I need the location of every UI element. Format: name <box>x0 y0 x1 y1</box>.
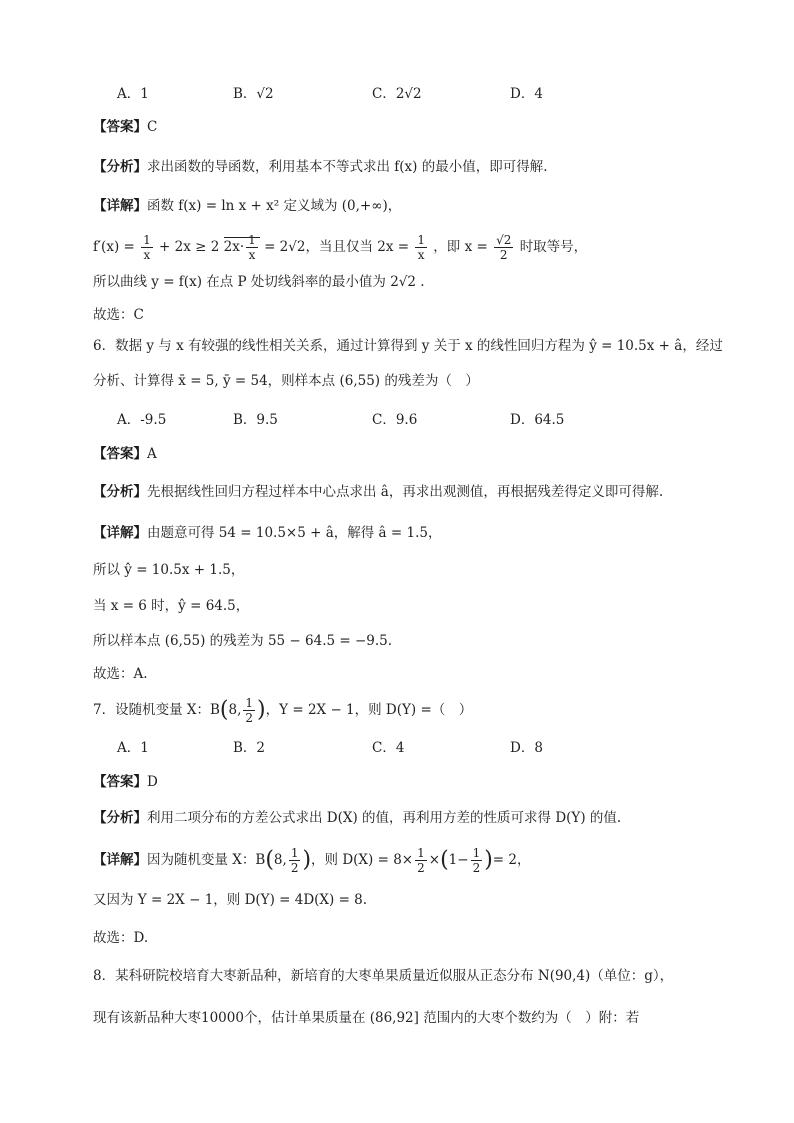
frac-num: 1 <box>143 233 151 247</box>
q5-equal-sign-text: 时取等号， <box>519 239 588 255</box>
q8-stem-1: 8．某科研院校培育大枣新品种，新培育的大枣单果质量近似服从正态分布 N(90,4)（单位：g）， <box>93 968 674 984</box>
fraction-one-half-3 <box>471 846 483 875</box>
fraction-1-over-x <box>141 233 153 262</box>
q5-option-c: C．2√2 <box>372 86 422 102</box>
frac-den: x <box>143 248 151 262</box>
frac-num: 1 <box>417 233 425 247</box>
frac-num: 1 <box>417 846 425 860</box>
analysis-tag: 【分析】 <box>93 484 147 500</box>
q6-answer: A <box>147 446 157 462</box>
q7-stem-start: 7．设随机变量 X：B <box>93 702 220 718</box>
q5-answer: C <box>147 119 158 135</box>
frac-den: 2 <box>472 861 481 875</box>
answer-tag: 【答案】 <box>93 119 147 135</box>
q6-option-d: D．64.5 <box>510 412 565 428</box>
sqrt-inner: 2x· <box>223 239 245 255</box>
q7-times: × <box>428 852 441 868</box>
q6-analysis-line <box>93 482 663 502</box>
q6-detail-line-1 <box>93 523 441 543</box>
q6-stem-2: 分析、计算得 x̄ = 5, ȳ = 54，则样本点 (6,55) 的残差为（ ） <box>93 373 479 389</box>
fraction-root2-over-2 <box>494 233 513 262</box>
q5-derivative-lhs: f′(x) = <box>93 239 135 255</box>
fraction-1-over-x-inner <box>246 233 258 262</box>
q7-stem-end: ，Y = 2X − 1，则 D(Y) =（ ） <box>265 702 473 718</box>
detail-tag: 【详解】 <box>93 525 147 541</box>
q7-option-b: B．2 <box>233 740 266 756</box>
frac-den: x <box>417 248 425 262</box>
q5-option-b: B．√2 <box>233 86 274 102</box>
q7-choose: 故选：D. <box>93 930 149 946</box>
q7-result: = 2， <box>492 852 531 868</box>
q7-detail-line-2: 又因为 Y = 2X − 1，则 D(Y) = 4D(X) = 8. <box>93 892 368 908</box>
paren-open: ( <box>219 697 229 723</box>
frac-num: 1 <box>290 846 299 860</box>
q7-detail-start: 因为随机变量 X：B <box>147 852 266 868</box>
fraction-one-half <box>243 696 255 725</box>
q7-option-a: A．1 <box>117 740 149 756</box>
q6-option-a: A．-9.5 <box>117 412 167 428</box>
paren-open: ( <box>440 847 449 873</box>
q7-answer-line <box>93 772 158 792</box>
q7-stem <box>93 695 472 726</box>
q7-answer: D <box>147 774 158 790</box>
frac-den: 2 <box>290 861 299 875</box>
q6-choose: 故选：A. <box>93 666 148 682</box>
q6-detail-line-3: 当 x = 6 时，ŷ = 64.5， <box>93 598 250 614</box>
q8-stem-2: 现有该新品种大枣10000个，估计单果质量在 (86,92] 范围内的大枣个数约为（ ）附：若 <box>93 1010 640 1026</box>
q5-detail-line-3: 所以曲线 y = f(x) 在点 P 处切线斜率的最小值为 2√2 . <box>93 274 425 290</box>
frac-num: 1 <box>472 846 481 860</box>
frac-den: x <box>248 248 256 262</box>
q5-analysis-line <box>93 157 548 177</box>
q7-analysis-line <box>93 808 621 828</box>
q7-param-n: 8, <box>228 702 242 718</box>
frac-den: 2 <box>245 711 254 725</box>
q5-equality-text: = 2√2，当且仅当 2x = <box>264 239 410 255</box>
fraction-one-half <box>289 846 301 875</box>
q7-option-c: C．4 <box>372 740 405 756</box>
frac-num: 1 <box>248 233 256 247</box>
q7-param-n: 8, <box>273 852 287 868</box>
paren-close: ) <box>257 697 266 723</box>
q5-analysis: 求出函数的导函数，利用基本不等式求出 f(x) 的最小值，即可得解. <box>147 159 548 175</box>
q5-detail-line-1 <box>93 196 401 216</box>
q6-detail-line-2: 所以 ŷ = 10.5x + 1.5， <box>93 562 245 578</box>
q6-option-c: C．9.6 <box>372 412 418 428</box>
answer-tag: 【答案】 <box>93 446 147 462</box>
q7-option-d: D．8 <box>510 740 543 756</box>
answer-tag: 【答案】 <box>93 774 147 790</box>
q7-analysis: 利用二项分布的方差公式求出 D(X) 的值，再利用方差的性质可求得 D(Y) 的值. <box>147 810 622 826</box>
q6-answer-line <box>93 444 157 464</box>
q6-detail-line-4: 所以样本点 (6,55) 的残差为 55 − 64.5 = −9.5. <box>93 633 393 649</box>
frac-num: 1 <box>245 696 254 710</box>
q5-answer-line <box>93 117 157 137</box>
analysis-tag: 【分析】 <box>93 810 147 826</box>
q5-choose: 故选：C <box>93 307 144 323</box>
frac-den: 2 <box>417 861 425 875</box>
q7-variance-text: ，则 D(X) = 8× <box>311 852 414 868</box>
detail-tag: 【详解】 <box>93 852 147 868</box>
q5-inequality: + 2x ≥ 2 <box>159 239 220 255</box>
fraction-one-half-2 <box>415 846 427 875</box>
q6-option-b: B．9.5 <box>233 412 278 428</box>
q5-detail-line-2 <box>93 232 587 262</box>
q7-one-minus: 1− <box>448 852 469 868</box>
q6-detail-1: 由题意可得 54 = 10.5×5 + â，解得 â = 1.5， <box>147 525 442 541</box>
frac-den: 2 <box>499 248 508 262</box>
paren-open: ( <box>265 847 274 873</box>
q5-detail-1: 函数 f(x) = ln x + x² 定义域为 (0,+∞)， <box>147 198 402 214</box>
paren-close: ) <box>484 847 493 873</box>
q5-x-equals: ，即 x = <box>433 239 488 255</box>
sqrt-expression <box>223 233 260 262</box>
detail-tag: 【详解】 <box>93 198 147 214</box>
q6-analysis: 先根据线性回归方程过样本中心点求出 â，再求出观测值，再根据残差得定义即可得解. <box>147 484 664 500</box>
q5-option-a: A．1 <box>117 86 149 102</box>
q6-stem-1: 6．数据 y 与 x 有较强的线性相关关系，通过计算得到 y 关于 x 的线性回归方程为 ŷ = 10.5x + â，经过 <box>93 338 723 354</box>
paren-close: ) <box>302 847 312 873</box>
analysis-tag: 【分析】 <box>93 159 147 175</box>
q7-detail-line-1 <box>93 845 531 876</box>
fraction-1-over-x-2 <box>415 233 427 262</box>
frac-num: √2 <box>496 233 512 247</box>
q5-option-d: D．4 <box>510 86 543 102</box>
